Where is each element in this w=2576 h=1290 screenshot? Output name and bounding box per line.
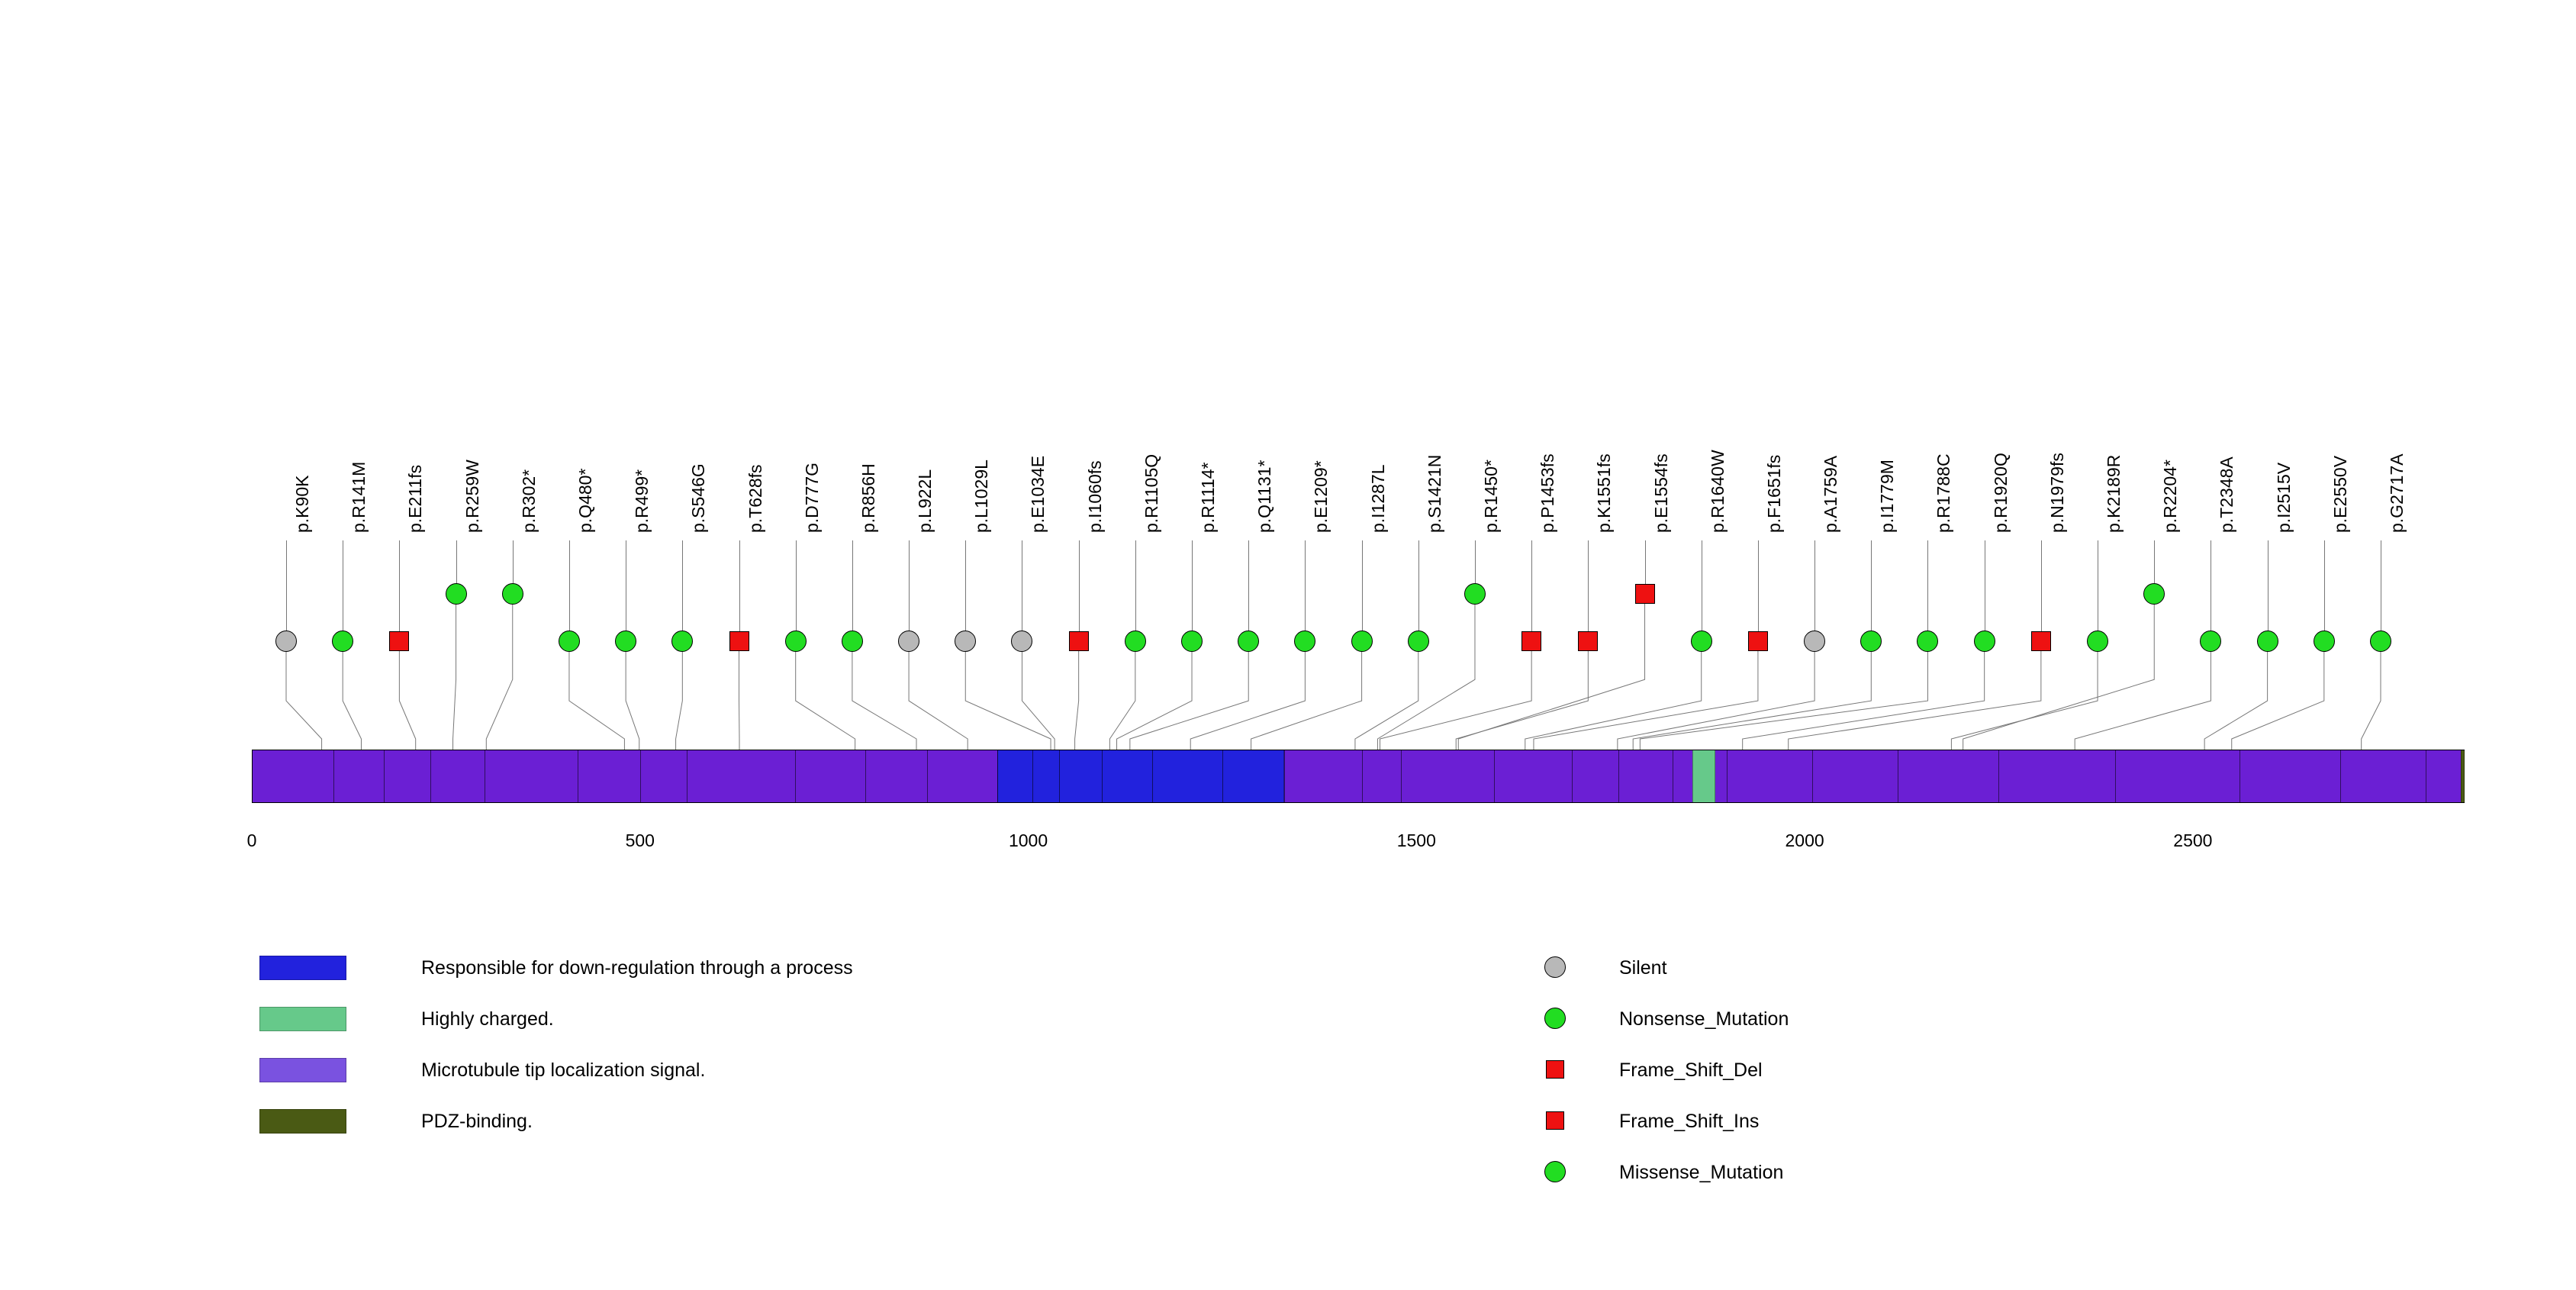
- mutation-connector: [0, 594, 2576, 750]
- mutation-stem: [796, 540, 797, 641]
- mutation-label: p.I2515V: [2273, 462, 2294, 533]
- mutation-stem: [1248, 540, 1249, 641]
- mutation-stem: [286, 540, 287, 641]
- mutation-marker[interactable]: [1635, 584, 1655, 604]
- axis-tick-label: 2500: [2173, 830, 2213, 850]
- mutation-marker[interactable]: [1691, 630, 1712, 652]
- axis-tick-label: 1000: [1008, 830, 1048, 850]
- backbone-tick: [333, 750, 334, 802]
- mutation-connector: [0, 641, 2576, 750]
- mutation-legend-marker: [1544, 1161, 1566, 1182]
- mutation-connector: [0, 641, 2576, 750]
- mutation-connector: [0, 641, 2576, 750]
- mutation-connector: [0, 641, 2576, 750]
- domain-legend-swatch: [259, 1007, 346, 1031]
- mutation-marker[interactable]: [1464, 583, 1486, 605]
- mutation-connector: [0, 641, 2576, 750]
- domain-legend-label: PDZ-binding.: [421, 1111, 533, 1132]
- mutation-label: p.P1453fs: [1538, 453, 1558, 533]
- mutation-connector: [0, 641, 2576, 750]
- mutation-legend-label: Frame_Shift_Del: [1619, 1059, 1763, 1081]
- backbone-tick: [927, 750, 928, 802]
- mutation-connector: [0, 641, 2576, 750]
- mutation-stem: [1758, 540, 1759, 641]
- mutation-connector: [0, 594, 2576, 750]
- mutation-stem: [1305, 540, 1306, 641]
- mutation-connector: [0, 641, 2576, 750]
- mutation-label: p.N1979fs: [2046, 453, 2067, 533]
- mutation-legend-label: Nonsense_Mutation: [1619, 1008, 1789, 1030]
- mutation-label: p.R1105Q: [1141, 453, 1161, 533]
- mutation-marker[interactable]: [1521, 631, 1541, 651]
- mutation-marker[interactable]: [1294, 630, 1315, 652]
- mutation-legend-label: Silent: [1619, 957, 1667, 979]
- domain-legend-swatch: [259, 1109, 346, 1134]
- mutation-label: p.I1287L: [1367, 464, 1388, 533]
- mutation-marker[interactable]: [842, 630, 863, 652]
- mutation-stem: [852, 540, 853, 641]
- mutation-legend-label: Frame_Shift_Ins: [1619, 1111, 1760, 1132]
- domain-legend-label: Responsible for down-regulation through a process: [421, 957, 853, 979]
- mutation-stem: [1418, 540, 1419, 641]
- mutation-label: p.Q1131*: [1254, 460, 1275, 533]
- backbone-tick: [1152, 750, 1153, 802]
- mutation-label: p.E1209*: [1311, 460, 1331, 533]
- mutation-label: p.E2550V: [2330, 455, 2350, 533]
- mutation-connector: [0, 641, 2576, 750]
- mutation-marker[interactable]: [1860, 630, 1882, 652]
- backbone-tick: [1812, 750, 1813, 802]
- mutation-marker[interactable]: [275, 630, 297, 652]
- protein-backbone: [252, 750, 2465, 803]
- mutation-connector: [0, 641, 2576, 750]
- mutation-stem: [965, 540, 966, 641]
- mutation-label: p.K1551fs: [1594, 453, 1615, 533]
- mutation-legend-label: Missense_Mutation: [1619, 1162, 1784, 1183]
- mutation-connector: [0, 641, 2576, 750]
- mutation-connector: [0, 641, 2576, 750]
- mutation-connector: [0, 641, 2576, 750]
- mutation-marker[interactable]: [2031, 631, 2051, 651]
- mutation-label: p.E1034E: [1028, 455, 1048, 533]
- mutation-connector: [0, 641, 2576, 750]
- mutation-label: p.R856H: [858, 463, 878, 533]
- axis-tick-label: 2000: [1785, 830, 1824, 850]
- backbone-tick: [1284, 750, 1285, 802]
- backbone-tick: [795, 750, 796, 802]
- mutation-label: p.R259W: [462, 460, 482, 533]
- mutation-marker[interactable]: [389, 631, 409, 651]
- mutation-connector: [0, 641, 2576, 750]
- mutation-label: p.D777G: [801, 462, 822, 533]
- mutation-connector: [0, 641, 2576, 750]
- mutation-marker[interactable]: [1181, 630, 1203, 652]
- mutation-marker[interactable]: [729, 631, 749, 651]
- domain-legend-label: Highly charged.: [421, 1008, 554, 1030]
- mutation-marker[interactable]: [1578, 631, 1598, 651]
- mutation-legend-marker: [1544, 956, 1566, 978]
- mutation-marker[interactable]: [1238, 630, 1259, 652]
- mutation-stem: [909, 540, 910, 641]
- mutation-connector: [0, 594, 2576, 750]
- backbone-tick: [1618, 750, 1619, 802]
- protein-domain: [997, 750, 1284, 802]
- axis-tick-label: 0: [246, 830, 257, 850]
- mutation-stem: [2041, 540, 2042, 641]
- mutation-marker[interactable]: [1069, 631, 1089, 651]
- mutation-connector: [0, 641, 2576, 750]
- mutation-marker[interactable]: [1917, 630, 1938, 652]
- mutation-connector: [0, 641, 2576, 750]
- mutation-stem: [2324, 540, 2325, 641]
- mutation-label: p.G2717A: [2387, 453, 2407, 533]
- mutation-stem: [1871, 540, 1872, 641]
- domain-legend-swatch: [259, 956, 346, 980]
- backbone-tick: [1572, 750, 1573, 802]
- mutation-stem: [739, 540, 740, 641]
- axis-tick-label: 500: [625, 830, 655, 850]
- mutation-marker[interactable]: [559, 630, 580, 652]
- mutation-marker[interactable]: [1974, 630, 1995, 652]
- mutation-label: p.Q480*: [575, 468, 595, 533]
- mutation-stem: [1531, 540, 1532, 641]
- mutation-label: p.F1651fs: [1763, 454, 1784, 533]
- mutation-connector: [0, 641, 2576, 750]
- mutation-connector: [0, 594, 2576, 750]
- mutation-connector: [0, 641, 2576, 750]
- mutation-connector: [0, 641, 2576, 750]
- mutation-label: p.L922L: [915, 469, 935, 533]
- backbone-tick: [1102, 750, 1103, 802]
- backbone-tick: [2340, 750, 2341, 802]
- mutation-label: p.E211fs: [405, 464, 426, 533]
- mutation-connector: [0, 641, 2576, 750]
- mutation-connector: [0, 641, 2576, 750]
- mutation-marker[interactable]: [1351, 630, 1373, 652]
- backbone-tick: [865, 750, 866, 802]
- mutation-stem: [682, 540, 683, 641]
- mutation-stem: [1927, 540, 1928, 641]
- mutation-marker[interactable]: [2257, 630, 2278, 652]
- mutation-label: p.R1450*: [1480, 460, 1501, 533]
- mutation-connector: [0, 641, 2576, 750]
- mutation-label: p.L1029L: [971, 460, 992, 533]
- mutation-stem: [1362, 540, 1363, 641]
- backbone-tick: [997, 750, 998, 802]
- domain-legend-swatch: [259, 1058, 346, 1082]
- mutation-label: p.K2189R: [2104, 454, 2124, 533]
- mutation-connector: [0, 641, 2576, 750]
- mutation-connector: [0, 594, 2576, 750]
- mutation-label: p.R141M: [349, 461, 369, 533]
- mutation-marker[interactable]: [2200, 630, 2221, 652]
- mutation-stem: [1814, 540, 1815, 641]
- mutation-marker[interactable]: [1748, 631, 1768, 651]
- mutation-marker[interactable]: [1011, 630, 1032, 652]
- mutation-marker[interactable]: [2370, 630, 2391, 652]
- mutation-stem: [1192, 540, 1193, 641]
- mutation-stem: [1079, 540, 1080, 641]
- mutation-marker[interactable]: [2143, 583, 2165, 605]
- mutation-marker[interactable]: [1125, 630, 1146, 652]
- mutation-marker[interactable]: [2314, 630, 2335, 652]
- mutation-marker[interactable]: [615, 630, 636, 652]
- mutation-legend-marker: [1546, 1111, 1564, 1130]
- mutation-stem: [1135, 540, 1136, 641]
- mutation-connector: [0, 641, 2576, 750]
- mutation-label: p.I1779M: [1877, 460, 1898, 533]
- mutation-label: p.R302*: [518, 469, 539, 533]
- domain-legend-label: Microtubule tip localization signal.: [421, 1059, 706, 1081]
- mutation-legend-marker: [1544, 1008, 1566, 1029]
- backbone-tick: [1059, 750, 1060, 802]
- mutation-marker[interactable]: [1804, 630, 1825, 652]
- mutation-marker[interactable]: [785, 630, 807, 652]
- backbone-tick: [2115, 750, 2116, 802]
- mutation-connector: [0, 641, 2576, 750]
- mutation-label: p.R499*: [632, 469, 652, 533]
- mutation-label: p.E1554fs: [1650, 453, 1671, 533]
- backbone-tick: [1032, 750, 1033, 802]
- mutation-marker[interactable]: [502, 583, 523, 605]
- backbone-tick: [1222, 750, 1223, 802]
- mutation-label: p.R1114*: [1198, 462, 1219, 533]
- mutation-marker[interactable]: [955, 630, 976, 652]
- mutation-label: p.K90K: [292, 475, 312, 533]
- mutation-connector: [0, 641, 2576, 750]
- mutation-label: p.T2348A: [2217, 456, 2237, 533]
- backbone-tick: [384, 750, 385, 802]
- mutation-stem: [1588, 540, 1589, 641]
- backbone-tick: [640, 750, 641, 802]
- mutation-label: p.I1060fs: [1084, 460, 1105, 533]
- mutation-marker[interactable]: [446, 583, 467, 605]
- mutation-stem: [399, 540, 400, 641]
- mutation-label: p.T628fs: [745, 464, 765, 533]
- mutation-label: p.R1788C: [1934, 453, 1954, 533]
- mutation-label: p.S546G: [688, 463, 709, 533]
- backbone-tick: [430, 750, 431, 802]
- mutation-connector: [0, 641, 2576, 750]
- backbone-tick: [1727, 750, 1728, 802]
- mutation-marker[interactable]: [2087, 630, 2108, 652]
- mutation-marker[interactable]: [898, 630, 919, 652]
- mutation-stem: [569, 540, 570, 641]
- mutation-marker[interactable]: [1408, 630, 1429, 652]
- axis-tick-label: 1500: [1396, 830, 1436, 850]
- mutation-connector: [0, 641, 2576, 750]
- mutation-label: p.A1759A: [1821, 455, 1841, 533]
- backbone-tick: [1362, 750, 1363, 802]
- mutation-legend-marker: [1546, 1060, 1564, 1079]
- backbone-tick: [1494, 750, 1495, 802]
- mutation-connector: [0, 641, 2576, 750]
- protein-domain: [1692, 750, 1716, 802]
- mutation-label: p.S1421N: [1424, 454, 1444, 533]
- mutation-connector: [0, 641, 2576, 750]
- backbone-tick: [1401, 750, 1402, 802]
- mutation-connector: [0, 641, 2576, 750]
- protein-domain: [2461, 750, 2465, 802]
- mutation-marker[interactable]: [671, 630, 693, 652]
- backbone-tick: [1998, 750, 1999, 802]
- mutation-label: p.R1920Q: [1990, 453, 2011, 533]
- mutation-label: p.R2204*: [2160, 460, 2181, 533]
- mutation-marker[interactable]: [332, 630, 353, 652]
- mutation-label: p.R1640W: [1707, 450, 1728, 533]
